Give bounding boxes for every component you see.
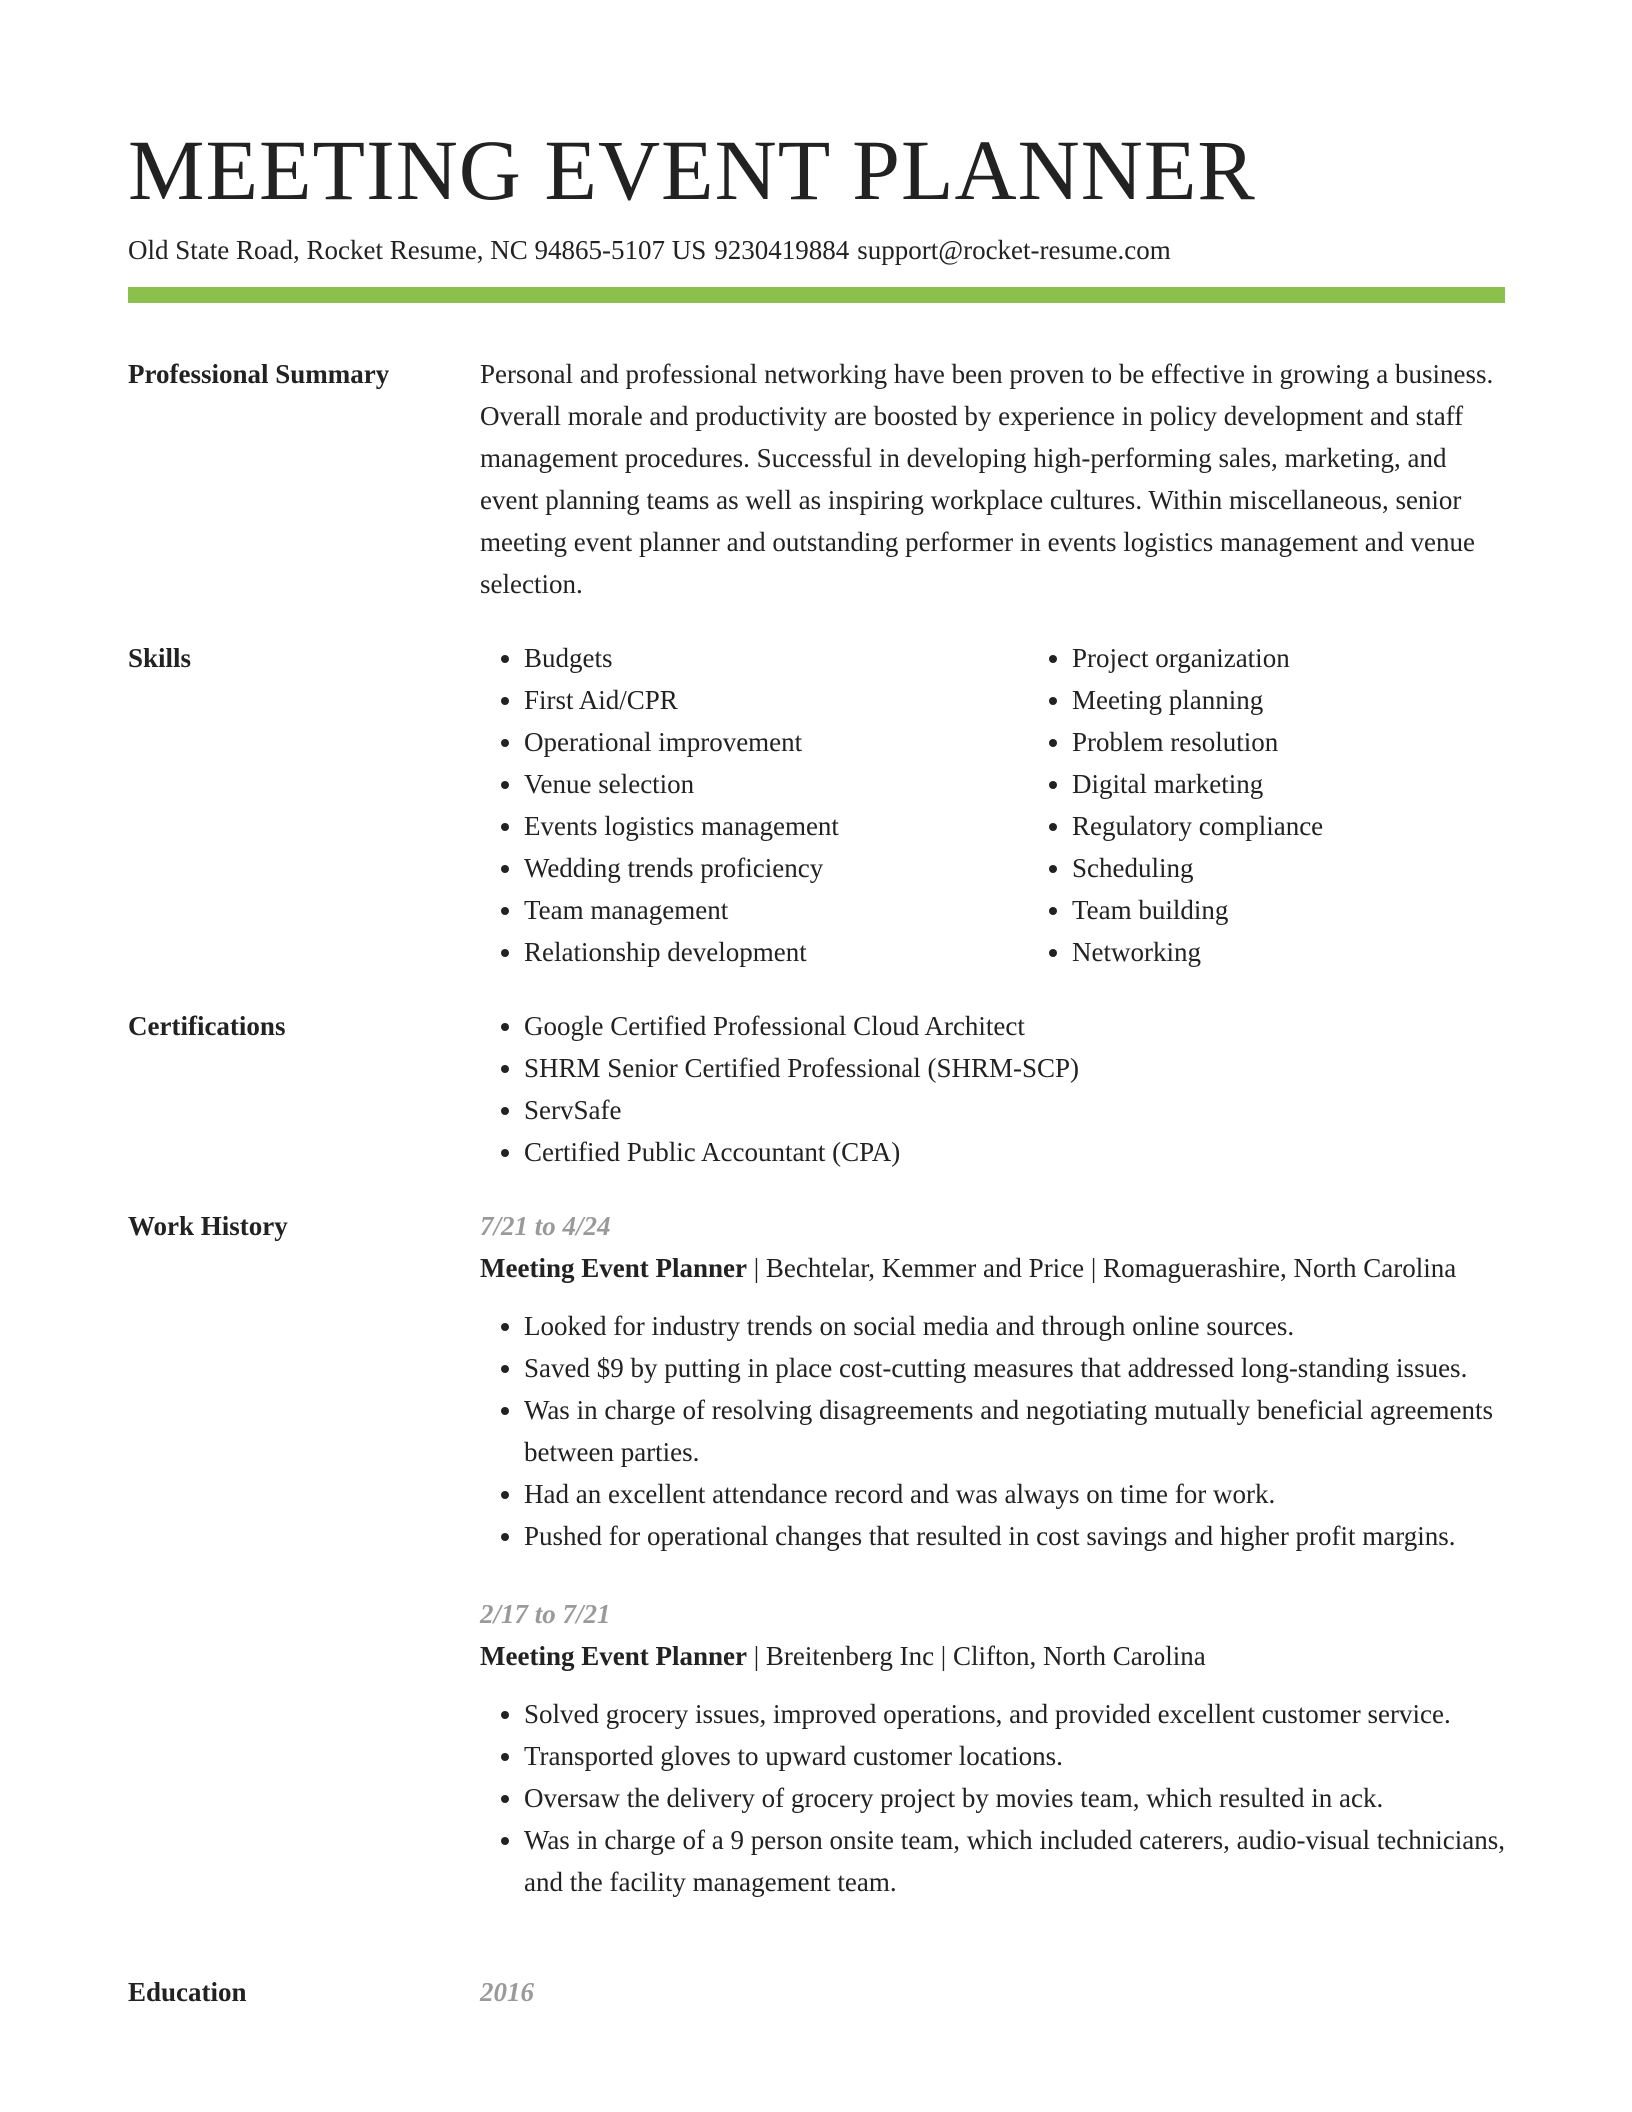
- job-bullet: • Saved $9 by putting in place cost-cutting measures that addressed long-standing issues.: [524, 1347, 1505, 1389]
- certifications-body: [480, 1005, 1505, 1173]
- skills-section: [128, 637, 1505, 973]
- job-dates: 2/17 to 7/21: [480, 1599, 611, 1629]
- skill-item: • Meeting planning: [1072, 679, 1576, 721]
- skill-item: • Project organization: [1072, 637, 1576, 679]
- job-bullet: • Solved grocery issues, improved operations, and provided excellent customer service.: [524, 1693, 1505, 1735]
- certifications-label: Certifications: [128, 1011, 286, 1041]
- skill-item: • Scheduling: [1072, 847, 1576, 889]
- skills-label: Skills: [128, 643, 192, 673]
- skill-item: • Venue selection: [524, 763, 1028, 805]
- work-history-body: [480, 1205, 1505, 1939]
- job-details: | Breitenberg Inc | Clifton, North Carolina: [746, 1641, 1206, 1671]
- certification-item: • Google Certified Professional Cloud Architect: [524, 1005, 1505, 1047]
- certification-item: • SHRM Senior Certified Professional (SHRM-SCP): [524, 1047, 1505, 1089]
- job-heading: [480, 1635, 1505, 1677]
- summary-label: Professional Summary: [128, 359, 390, 389]
- skill-item: • Digital marketing: [1072, 763, 1576, 805]
- job-bullet: • Oversaw the delivery of grocery project by movies team, which resulted in ack.: [524, 1777, 1505, 1819]
- job-entry: [480, 1593, 1505, 1903]
- job-bullet: • Had an excellent attendance record and was always on time for work.: [524, 1473, 1505, 1515]
- summary-text: Personal and professional networking have been proven to be effective in growing a business. Overall morale and productivity are boosted by experience in policy development and staff management procedures. Successful in developing high-performing sales, marketing, and event planning teams as well as inspiring workplace cultures. Within miscellaneous, senior meeting event planner and outstanding performer in events logistics management and venue selection.: [480, 359, 1494, 599]
- skill-item: • Operational improvement: [524, 721, 1028, 763]
- skill-item: • Wedding trends proficiency: [524, 847, 1028, 889]
- education-dates: 2016: [480, 1977, 534, 2007]
- certification-item: • ServSafe: [524, 1089, 1505, 1131]
- skill-item: • Budgets: [524, 637, 1028, 679]
- certifications-list: [480, 1005, 1505, 1173]
- skill-item: • Problem resolution: [1072, 721, 1576, 763]
- certification-item: • Certified Public Accountant (CPA): [524, 1131, 1505, 1173]
- job-dates: 7/21 to 4/24: [480, 1211, 611, 1241]
- work-history-label: Work History: [128, 1211, 288, 1241]
- skills-list-left: [480, 637, 1028, 973]
- job-heading: [480, 1247, 1505, 1289]
- skill-item: • First Aid/CPR: [524, 679, 1028, 721]
- certifications-section: [128, 1005, 1505, 1173]
- job-details: | Bechtelar, Kemmer and Price | Romaguerashire, North Carolina: [746, 1253, 1457, 1283]
- skill-item: • Team management: [524, 889, 1028, 931]
- education-section: [128, 1971, 1505, 2013]
- job-title: Meeting Event Planner: [480, 1253, 747, 1283]
- skill-item: • Events logistics management: [524, 805, 1028, 847]
- skill-item: • Networking: [1072, 931, 1576, 973]
- candidate-name: MEETING EVENT PLANNER: [128, 122, 1256, 218]
- phone-text: 9230419884: [714, 235, 850, 265]
- skill-item: • Relationship development: [524, 931, 1028, 973]
- job-bullet: • Was in charge of a 9 person onsite team, which included caterers, audio-visual technicians, and the facility management team.: [524, 1819, 1505, 1903]
- job-bullets: [480, 1305, 1505, 1557]
- job-entry: [480, 1205, 1505, 1557]
- work-history-section: [128, 1205, 1505, 1939]
- skills-grid: [480, 637, 1576, 973]
- job-bullets: [480, 1693, 1505, 1903]
- education-label: Education: [128, 1977, 247, 2007]
- skills-list-right: [1028, 637, 1576, 973]
- email-text: support@rocket-resume.com: [857, 235, 1171, 265]
- skill-item: • Regulatory compliance: [1072, 805, 1576, 847]
- job-bullet: • Was in charge of resolving disagreements and negotiating mutually beneficial agreements between parties.: [524, 1389, 1505, 1473]
- job-bullet: • Looked for industry trends on social media and through online sources.: [524, 1305, 1505, 1347]
- summary-section: [128, 353, 1505, 605]
- address-text: Old State Road, Rocket Resume, NC 94865-5107 US: [128, 235, 707, 265]
- job-title: Meeting Event Planner: [480, 1641, 747, 1671]
- job-bullet: • Pushed for operational changes that resulted in cost savings and higher profit margins.: [524, 1515, 1505, 1557]
- skill-item: • Team building: [1072, 889, 1576, 931]
- header-divider: [128, 287, 1505, 303]
- resume-page: [128, 118, 1505, 2013]
- job-bullet: • Transported gloves to upward customer locations.: [524, 1735, 1505, 1777]
- contact-line: [128, 232, 1505, 268]
- education-body: [480, 1971, 1505, 2013]
